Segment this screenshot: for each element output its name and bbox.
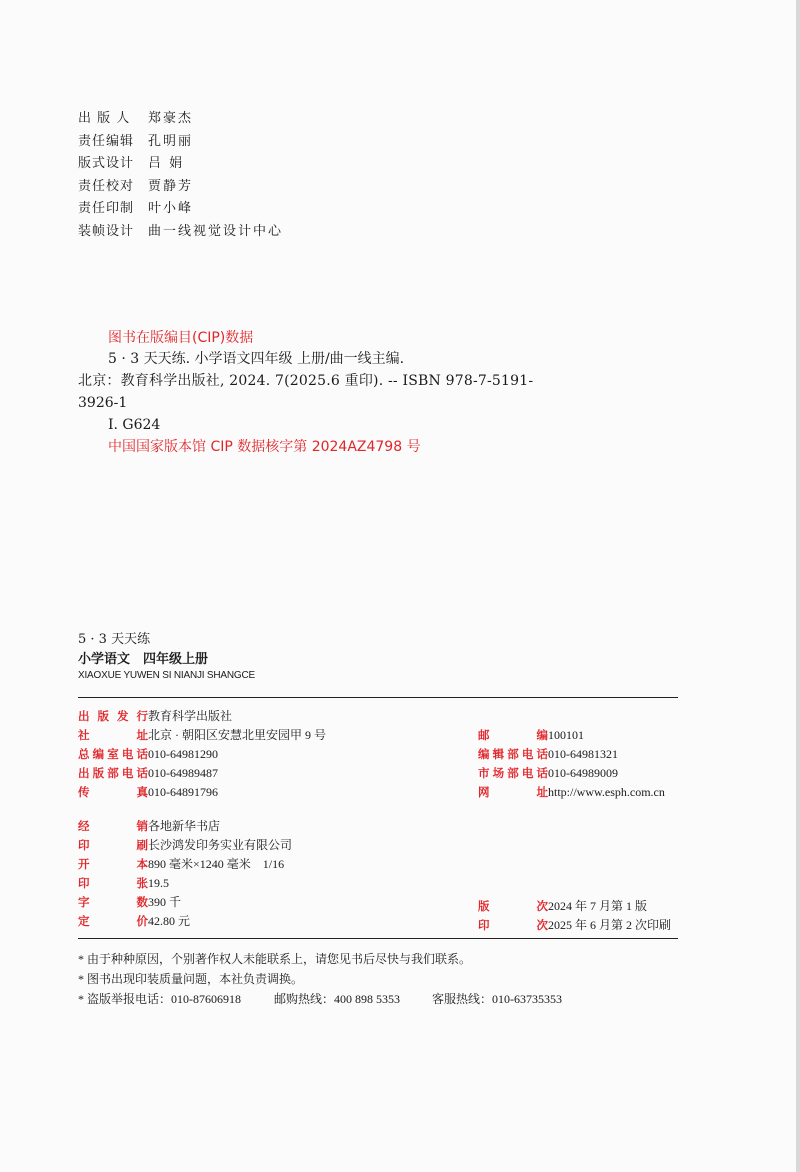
info-value: 010-64989009 xyxy=(548,766,618,780)
info-label: 经销 xyxy=(78,819,148,833)
credit-row xyxy=(78,153,283,176)
note: * 由于种种原因，个别著作权人未能联系上，请您见书后尽快与我们联系。 xyxy=(78,952,472,966)
info-label: 网址 xyxy=(478,785,548,799)
credit-name: 贾静芳 xyxy=(148,178,194,194)
credit-name: 吕 娟 xyxy=(148,156,185,172)
info-label: 总编室电话 xyxy=(78,747,148,761)
divider-bottom xyxy=(78,938,678,939)
info-label: 出版部电话 xyxy=(78,766,148,780)
cip-line: 3926-1 xyxy=(78,395,128,411)
info-label: 开本 xyxy=(78,857,148,871)
info-value: 390 千 xyxy=(148,895,182,909)
credit-row xyxy=(78,176,283,199)
info-value: 010-64989487 xyxy=(148,766,218,780)
info-label: 印张 xyxy=(78,876,148,890)
page-edge xyxy=(796,0,800,1172)
credit-name: 郑豪杰 xyxy=(148,111,194,126)
credit-row xyxy=(78,131,283,154)
info-value: 100101 xyxy=(548,728,584,742)
info-row xyxy=(78,911,190,931)
info-value: 010-64891796 xyxy=(148,785,218,799)
series-title: 5 · 3 天天练 xyxy=(78,632,151,647)
note: * 盗版举报电话：010-87606918 xyxy=(78,992,241,1006)
info-label: 定价 xyxy=(78,914,148,928)
info-row xyxy=(78,706,232,726)
book-pinyin: XIAOXUE YUWEN SI NIANJI SHANGCE xyxy=(78,670,255,681)
info-label: 字数 xyxy=(78,895,148,909)
divider-top xyxy=(78,697,678,698)
info-value: 19.5 xyxy=(148,876,169,890)
note: 客服热线：010-63735353 xyxy=(432,992,562,1006)
credit-role: 责任校对 xyxy=(78,178,135,194)
cip-line: Ⅰ. G624 xyxy=(108,417,161,433)
cip-number: 中国国家版本馆 CIP 数据核字第 2024AZ4798 号 xyxy=(108,439,421,455)
info-label: 邮编 xyxy=(478,728,548,742)
info-row xyxy=(478,744,618,764)
info-row xyxy=(78,763,218,783)
info-row xyxy=(478,782,665,802)
credit-role: 责任印制 xyxy=(78,201,135,217)
credit-name: 曲一线视觉设计中心 xyxy=(148,223,284,239)
info-row xyxy=(78,782,218,802)
website-value: http://www.esph.com.cn xyxy=(548,785,665,799)
info-label: 印次 xyxy=(478,918,548,932)
credit-role: 责任编辑 xyxy=(78,133,135,149)
credit-role: 出 版 人 xyxy=(78,111,131,126)
info-row xyxy=(478,763,618,783)
credit-row xyxy=(78,198,283,221)
info-row xyxy=(78,816,220,836)
credit-name: 孔明丽 xyxy=(148,133,194,149)
price-value: 42.80 元 xyxy=(148,914,191,928)
info-label: 印刷 xyxy=(78,838,148,852)
info-row xyxy=(478,725,584,745)
info-row xyxy=(478,896,647,916)
info-value: 北京 · 朝阳区安慧北里安园甲 9 号 xyxy=(148,728,326,742)
info-value: 890 毫米×1240 毫米 1/16 xyxy=(148,857,285,871)
info-value: 教育科学出版社 xyxy=(148,709,233,723)
info-value: 010-64981290 xyxy=(148,747,218,761)
info-value: 010-64981321 xyxy=(548,747,618,761)
info-row xyxy=(78,892,181,912)
info-value: 各地新华书店 xyxy=(148,819,221,833)
book-subject: 小学语文 四年级上册 xyxy=(78,652,209,667)
info-row xyxy=(78,873,169,893)
info-row xyxy=(78,835,292,855)
info-row xyxy=(478,915,671,935)
info-value: 2024 年 7 月第 1 版 xyxy=(548,899,648,913)
cip-line: 北京：教育科学出版社, 2024. 7(2025.6 重印). -- ISBN 978-7-5191- xyxy=(78,373,534,389)
credit-row xyxy=(78,108,283,131)
credits-block xyxy=(78,108,283,244)
credit-role: 装帧设计 xyxy=(78,223,135,239)
info-row xyxy=(78,854,284,874)
credit-role: 版式设计 xyxy=(78,156,135,172)
info-label: 市场部电话 xyxy=(478,766,548,780)
info-row xyxy=(78,725,326,745)
info-value: 2025 年 6 月第 2 次印刷 xyxy=(548,918,672,932)
credit-row xyxy=(78,221,283,244)
credit-name: 叶小峰 xyxy=(148,201,194,217)
cip-title: 图书在版编目(CIP)数据 xyxy=(108,330,254,346)
info-label: 版次 xyxy=(478,899,548,913)
info-row xyxy=(78,744,218,764)
note: * 图书出现印装质量问题，本社负责调换。 xyxy=(78,972,304,986)
info-value: 长沙鸿发印务实业有限公司 xyxy=(148,838,293,852)
info-label: 社址 xyxy=(78,728,148,742)
info-label: 出版发行 xyxy=(78,709,148,723)
note: 邮购热线：400 898 5353 xyxy=(274,992,401,1006)
cip-line: 5 · 3 天天练. 小学语文四年级 上册/曲一线主编. xyxy=(108,351,405,367)
info-label: 编辑部电话 xyxy=(478,747,548,761)
info-label: 传真 xyxy=(78,785,148,799)
